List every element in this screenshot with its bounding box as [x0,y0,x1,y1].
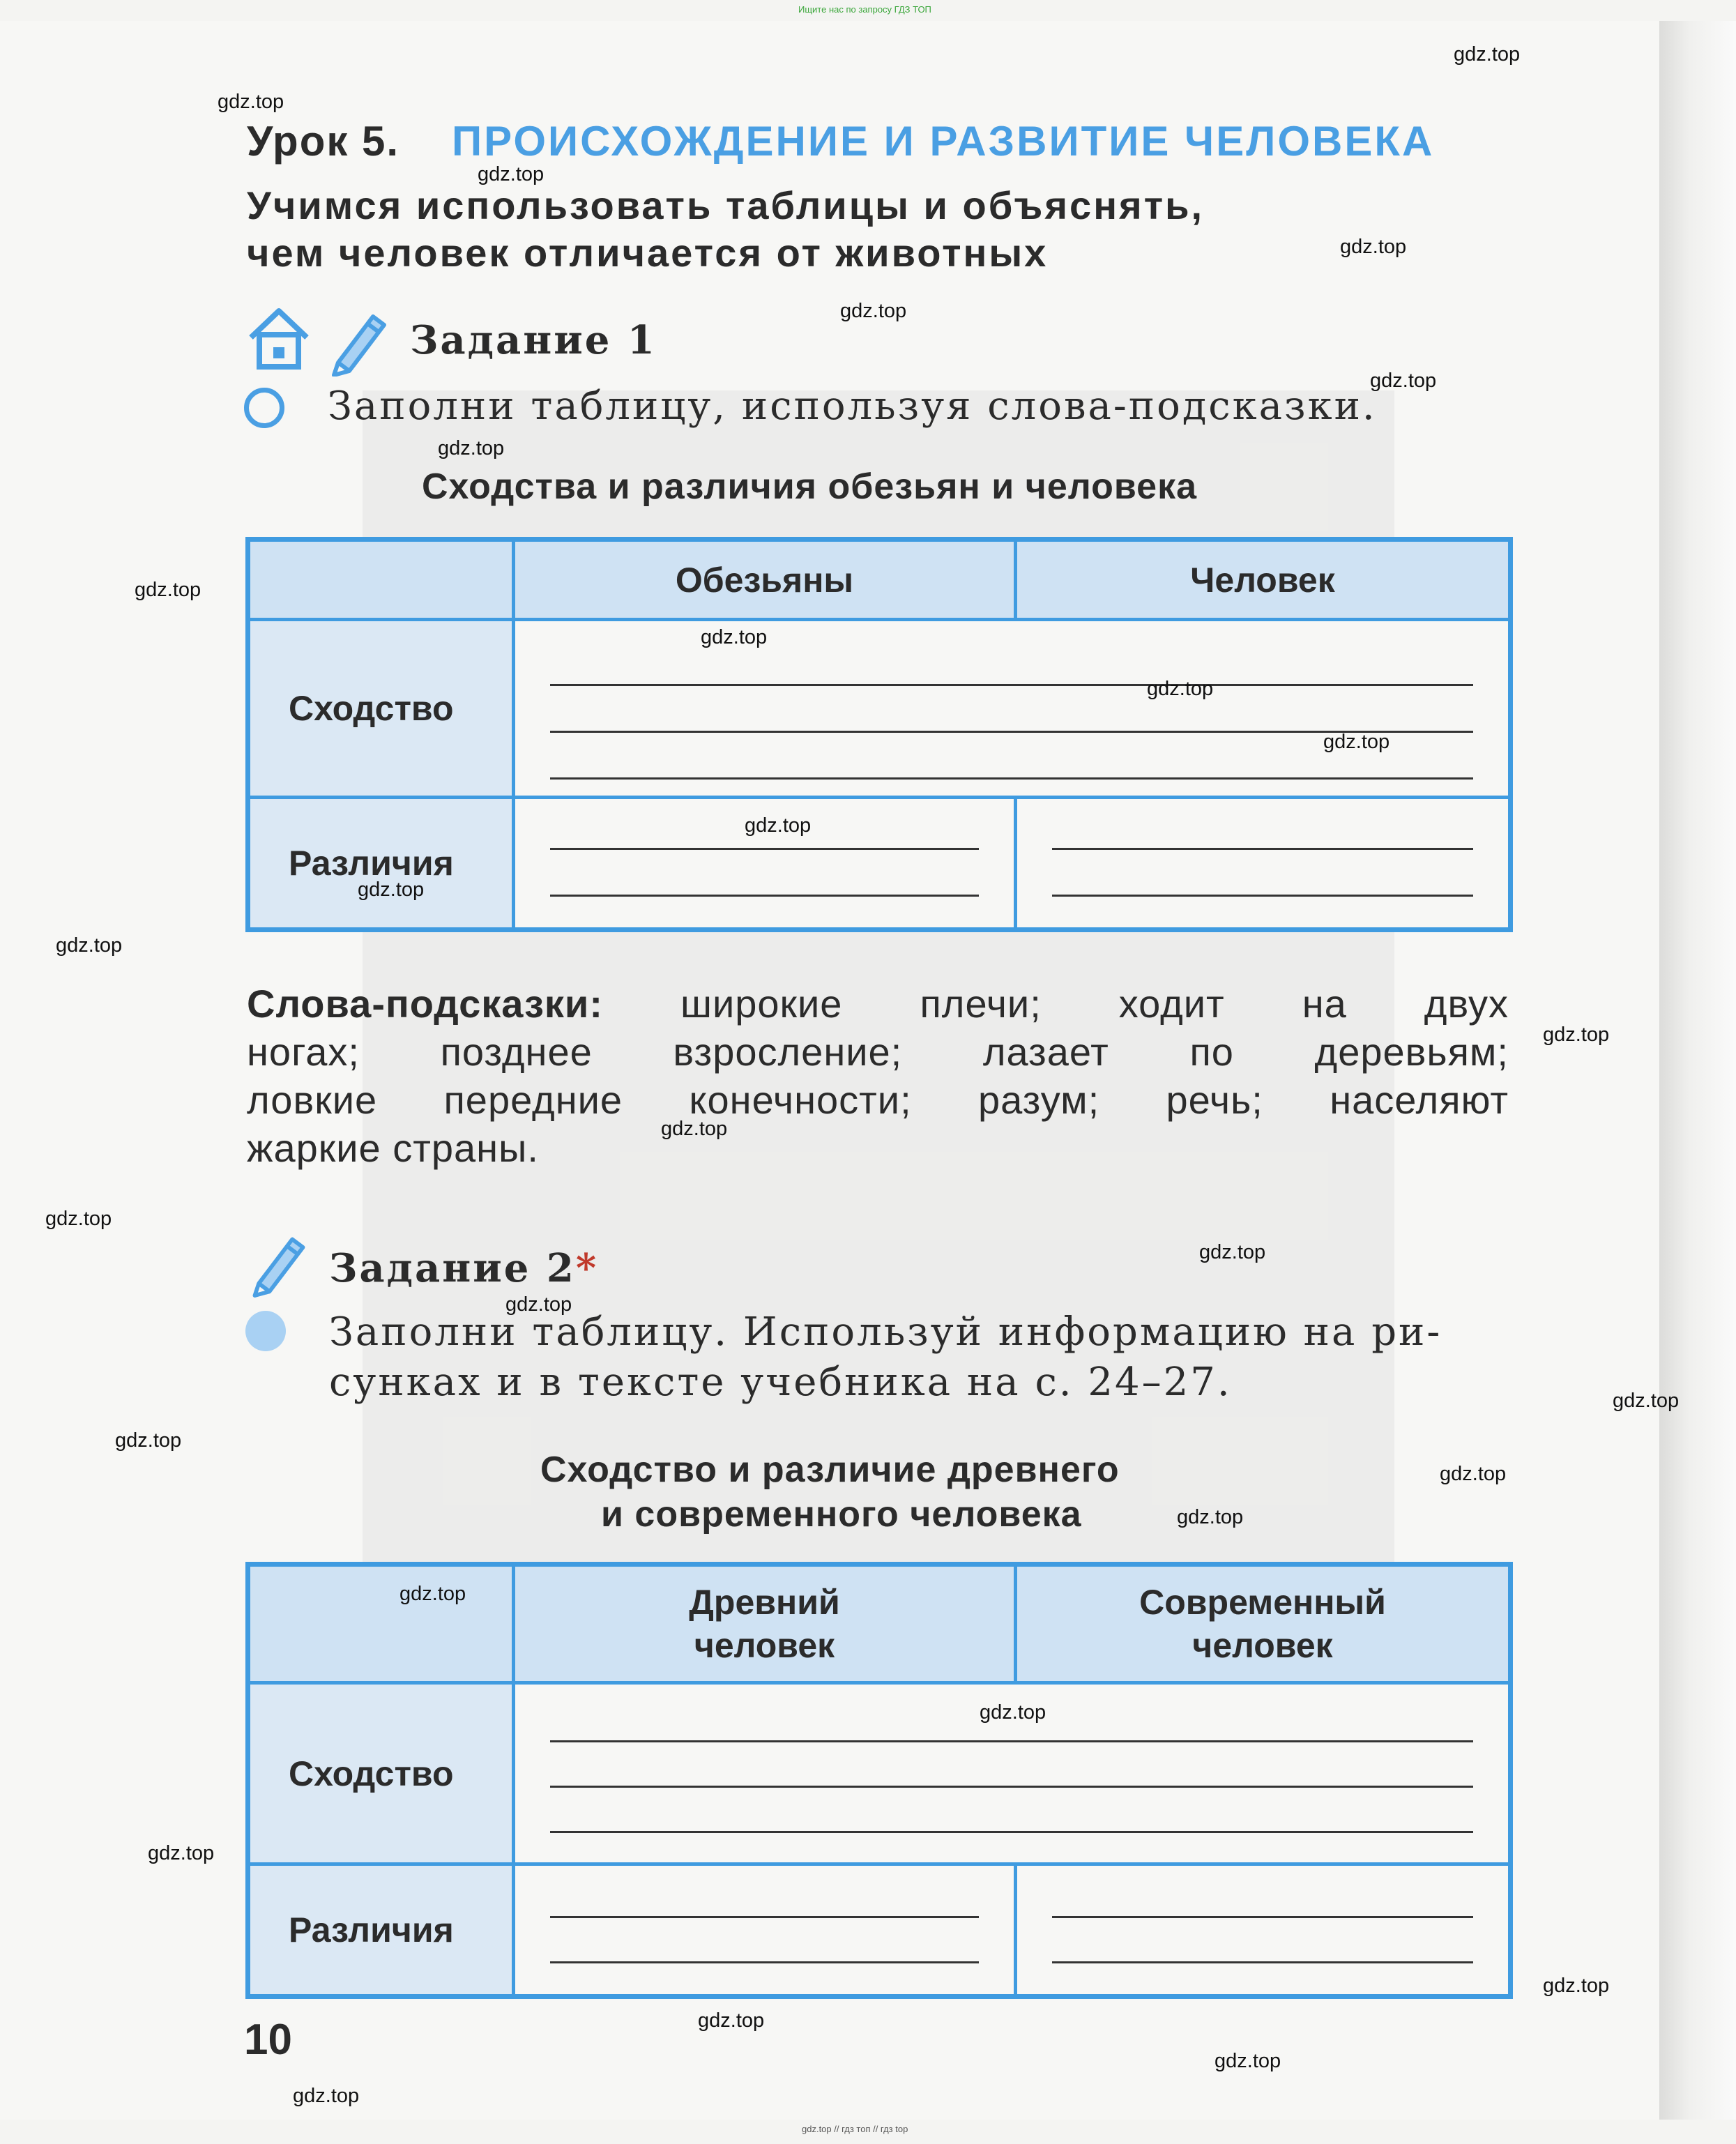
hint-word: ловкие [247,1078,378,1122]
hint-word: по [1189,1030,1234,1074]
task1-instruction: Заполни таблицу, используя слова-подсказки. [328,383,1377,429]
answer-cell-modern-differences[interactable] [1016,1864,1511,1997]
task2-instruction-line-2: сунках и в тексте учебника на с. 24–27. [329,1360,1232,1405]
row-header-differences: Различия [248,798,514,930]
watermark: gdz.top [218,91,284,113]
hint-word: разум; [977,1078,1100,1122]
watermark: gdz.top [505,1293,572,1316]
answer-line [1052,848,1473,850]
watermark: gdz.top [1215,2050,1281,2072]
row-header-differences: Различия [248,1864,514,1997]
watermark: gdz.top [293,2085,360,2107]
answer-line [550,1786,1473,1788]
watermark: gdz.top [1440,1463,1507,1485]
watermark: gdz.top [661,1118,728,1140]
answer-cell-human-differences[interactable] [1016,798,1511,930]
answer-line [1052,895,1473,897]
top-note: Ищите нас по запросу ГДЗ ТОП [798,4,931,15]
watermark: gdz.top [1370,370,1437,392]
watermark: gdz.top [115,1429,182,1452]
answer-line [550,684,1473,686]
lesson-label: Урок 5. [247,118,400,165]
task2-title-text: Задание 2 [329,1245,576,1291]
table-corner-cell [248,540,514,620]
watermark: gdz.top [56,934,123,957]
hint-word: передние [443,1078,623,1122]
hint-word: речь; [1166,1078,1263,1122]
hint-word: позднее [440,1030,593,1074]
watermark: gdz.top [1613,1390,1680,1412]
watermark: gdz.top [1323,731,1390,753]
col-header-apes: Обезьяны [514,540,1016,620]
watermark: gdz.top [1543,1975,1610,1997]
hint-word: ходит [1118,982,1225,1026]
answer-line [550,1961,979,1963]
watermark: gdz.top [438,437,505,459]
watermark: gdz.top [399,1583,466,1605]
watermark: gdz.top [745,814,812,837]
lesson-subtitle-line-2: чем человек отличается от животных [247,231,1049,275]
task1-table-caption: Сходства и различия обезьян и человека [422,466,1198,507]
lesson-title: ПРОИСХОЖДЕНИЕ И РАЗВИТИЕ ЧЕЛОВЕКА [452,118,1435,165]
hint-word: конечности; [689,1078,912,1122]
col-header-text: человек [694,1626,835,1665]
row-header-similarity: Сходство [248,1683,514,1864]
page-edge [1659,21,1736,2120]
hints-label: Слова-подсказки: [247,982,604,1026]
task2-marker [245,1311,286,1351]
answer-line [550,1740,1473,1742]
col-header-ancient-human [514,1565,1016,1683]
watermark: gdz.top [148,1842,215,1864]
task2-title [329,1245,598,1291]
row-header-similarity: Сходство [248,620,514,798]
watermark: gdz.top [980,1701,1046,1724]
pen-icon [324,307,394,377]
watermark: gdz.top [1340,236,1407,258]
home-icon [245,305,312,372]
answer-line [1052,1961,1473,1963]
lesson-subtitle-line-1: Учимся использовать таблицы и объяснять, [247,183,1205,227]
watermark: gdz.top [1199,1241,1266,1263]
answer-line [550,1916,979,1918]
hint-word: деревьям; [1314,1030,1509,1074]
task1-title: Задание 1 [410,317,657,363]
task2-table-caption-line-1: Сходство и различие древнего [540,1450,1120,1490]
task2-instruction-line-1: Заполни таблицу. Используй информацию на ри- [329,1309,1442,1355]
task2-table [245,1562,1513,1999]
hint-word: населяют [1330,1078,1509,1122]
answer-line [550,777,1473,780]
task2-table-caption-line-2: и современного человека [601,1494,1082,1535]
task1-marker [244,388,284,428]
hint-word: двух [1424,982,1509,1026]
answer-line [550,848,979,850]
bottom-note: gdz.top // гдз топ // гдз top [802,2124,908,2134]
watermark: gdz.top [698,2009,765,2032]
col-header-human: Человек [1016,540,1511,620]
watermark: gdz.top [1147,678,1214,700]
difficulty-star-icon: * [575,1245,599,1291]
col-header-text: Древний [689,1583,840,1622]
watermark: gdz.top [135,579,201,601]
col-header-text: человек [1192,1626,1333,1665]
answer-cell-similarity[interactable] [514,620,1511,798]
col-header-modern-human [1016,1565,1511,1683]
pen-icon [245,1229,312,1298]
hint-word: взросление; [673,1030,903,1074]
col-header-text: Современный [1139,1583,1386,1622]
table-corner-cell [248,1565,514,1683]
answer-line [550,895,979,897]
hint-word: жаркие страны. [247,1126,539,1170]
watermark: gdz.top [1177,1506,1244,1528]
hint-words [247,980,1509,1172]
watermark: gdz.top [1454,43,1521,66]
watermark: gdz.top [358,879,425,901]
hint-word: на [1302,982,1347,1026]
watermark: gdz.top [1543,1024,1610,1046]
answer-cell-ancient-differences[interactable] [514,1864,1016,1997]
answer-line [550,1831,1473,1833]
watermark: gdz.top [701,626,768,648]
watermark: gdz.top [478,163,545,185]
answer-line [1052,1916,1473,1918]
hint-word: широкие [680,982,843,1026]
page-number: 10 [244,2016,292,2064]
hint-word: ногах; [247,1030,360,1074]
hint-word: плечи; [920,982,1042,1026]
hint-word: лазает [982,1030,1109,1074]
watermark: gdz.top [45,1208,112,1230]
watermark: gdz.top [840,300,907,322]
